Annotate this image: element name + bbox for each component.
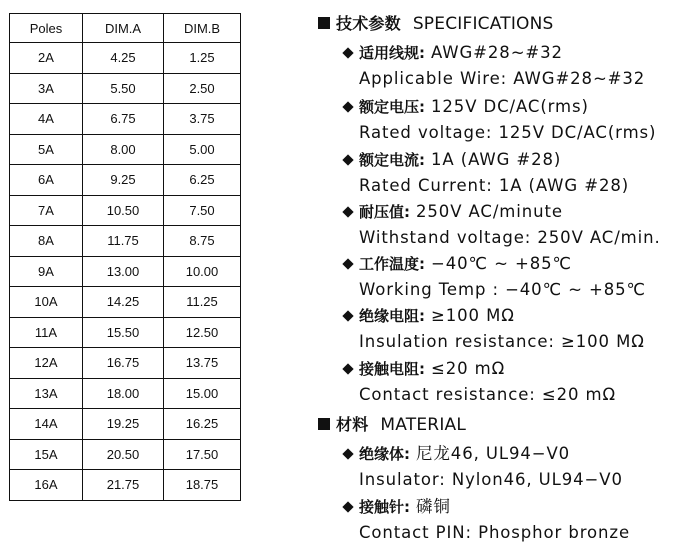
table-row: [10, 439, 241, 470]
material-value-zh: 尼龙46, UL94−V0: [416, 444, 571, 463]
poles-cell: 10A: [10, 287, 83, 318]
square-bullet-icon: [318, 418, 330, 430]
material-line-en: Insulator: Nylon46, UL94−V0: [359, 470, 623, 489]
spec-item: [342, 356, 616, 408]
material-heading: [318, 412, 466, 435]
dim-a-cell: 10.50: [83, 195, 164, 226]
spec-line-en: Rated Current: 1A (AWG #28): [359, 176, 630, 195]
table-row: [10, 73, 241, 104]
dim-b-cell: 1.25: [164, 43, 241, 74]
spec-label-zh: 绝缘电阻:: [359, 307, 425, 325]
dim-a-cell: 11.75: [83, 226, 164, 257]
spec-line-en: Rated voltage: 125V DC/AC(rms): [359, 123, 657, 142]
material-line-zh: [342, 441, 623, 467]
dim-a-cell: 15.50: [83, 317, 164, 348]
dimension-table: [9, 13, 241, 501]
diamond-bullet-icon: [342, 206, 353, 217]
dim-a-cell: 4.25: [83, 43, 164, 74]
dim-a-cell: 18.00: [83, 378, 164, 409]
spec-item: [342, 251, 646, 303]
dim-a-cell: 8.00: [83, 134, 164, 165]
dim-b-cell: 2.50: [164, 73, 241, 104]
dim-a-cell: 14.25: [83, 287, 164, 318]
table-row: [10, 195, 241, 226]
poles-cell: 5A: [10, 134, 83, 165]
spec-value-zh: 1A (AWG #28): [431, 150, 562, 169]
material-line-zh: [342, 494, 630, 520]
spec-line-zh: [342, 199, 661, 225]
spec-line-zh: [342, 40, 645, 66]
dim-b-cell: 7.50: [164, 195, 241, 226]
material-heading-zh: 材料: [336, 415, 369, 434]
table-row: [10, 317, 241, 348]
specifications-panel: [318, 0, 700, 550]
material-label-zh: 绝缘体:: [359, 445, 410, 463]
spec-item: [342, 40, 645, 92]
specifications-heading-zh: 技术参数: [336, 14, 401, 33]
poles-cell: 3A: [10, 73, 83, 104]
table-row: [10, 470, 241, 501]
dim-b-cell: 3.75: [164, 104, 241, 135]
poles-cell: 8A: [10, 226, 83, 257]
dim-a-cell: 16.75: [83, 348, 164, 379]
spec-value-zh: AWG#28~#32: [431, 43, 563, 62]
spec-item: [342, 94, 656, 146]
spec-label-zh: 接触电阻:: [359, 360, 425, 378]
dim-b-cell: 8.75: [164, 226, 241, 257]
spec-item: [342, 303, 645, 355]
dim-a-cell: 5.50: [83, 73, 164, 104]
spec-value-zh: 125V DC/AC(rms): [431, 97, 589, 116]
dim-a-cell: 9.25: [83, 165, 164, 196]
diamond-bullet-icon: [342, 448, 353, 459]
spec-line-en: Insulation resistance: ≥100 MΩ: [359, 332, 645, 351]
table-row: [10, 43, 241, 74]
dim-b-cell: 12.50: [164, 317, 241, 348]
material-label-zh: 接触针:: [359, 498, 410, 516]
poles-cell: 4A: [10, 104, 83, 135]
table-row: [10, 256, 241, 287]
spec-label-zh: 额定电压:: [359, 98, 425, 116]
spec-label-zh: 额定电流:: [359, 151, 425, 169]
spec-line-zh: [342, 356, 616, 382]
dim-a-cell: 6.75: [83, 104, 164, 135]
spec-label-zh: 耐压值:: [359, 203, 410, 221]
dim-b-cell: 13.75: [164, 348, 241, 379]
spec-line-en: Working Temp : −40℃ ~ +85℃: [359, 280, 646, 299]
diamond-bullet-icon: [342, 363, 353, 374]
material-value-zh: 磷铜: [416, 497, 451, 516]
spec-line-zh: [342, 251, 646, 277]
diamond-bullet-icon: [342, 258, 353, 269]
spec-value-zh: ≥100 MΩ: [431, 306, 515, 325]
table-body: [10, 43, 241, 501]
spec-line-en: Contact resistance: ≤20 mΩ: [359, 385, 617, 404]
material-item: [342, 441, 623, 493]
header-poles: Poles: [10, 14, 83, 43]
dim-a-cell: 20.50: [83, 439, 164, 470]
table-row: [10, 226, 241, 257]
poles-cell: 13A: [10, 378, 83, 409]
square-bullet-icon: [318, 17, 330, 29]
table-row: [10, 287, 241, 318]
dim-b-cell: 16.25: [164, 409, 241, 440]
dim-b-cell: 5.00: [164, 134, 241, 165]
poles-cell: 12A: [10, 348, 83, 379]
dim-a-cell: 13.00: [83, 256, 164, 287]
table-row: [10, 378, 241, 409]
diamond-bullet-icon: [342, 47, 353, 58]
spec-value-zh: −40℃ ~ +85℃: [431, 254, 572, 273]
specifications-heading: [318, 11, 554, 34]
spec-label-zh: 工作温度:: [359, 255, 425, 273]
table-row: [10, 165, 241, 196]
poles-cell: 9A: [10, 256, 83, 287]
table-header-row: [10, 14, 241, 43]
diamond-bullet-icon: [342, 154, 353, 165]
material-item: [342, 494, 630, 546]
table-row: [10, 134, 241, 165]
material-heading-en: MATERIAL: [380, 415, 467, 435]
spec-line-en: Applicable Wire: AWG#28~#32: [359, 69, 646, 88]
dim-b-cell: 6.25: [164, 165, 241, 196]
spec-item: [342, 147, 629, 199]
poles-cell: 11A: [10, 317, 83, 348]
spec-item: [342, 199, 661, 251]
dim-b-cell: 18.75: [164, 470, 241, 501]
poles-cell: 15A: [10, 439, 83, 470]
diamond-bullet-icon: [342, 101, 353, 112]
spec-line-zh: [342, 147, 629, 173]
table-row: [10, 104, 241, 135]
poles-cell: 6A: [10, 165, 83, 196]
table-row: [10, 348, 241, 379]
diamond-bullet-icon: [342, 310, 353, 321]
poles-cell: 16A: [10, 470, 83, 501]
diamond-bullet-icon: [342, 501, 353, 512]
spec-value-zh: ≤20 mΩ: [431, 359, 506, 378]
table-row: [10, 409, 241, 440]
poles-cell: 14A: [10, 409, 83, 440]
spec-line-en: Withstand voltage: 250V AC/min.: [359, 228, 661, 247]
header-dim-a: DIM.A: [83, 14, 164, 43]
dim-b-cell: 10.00: [164, 256, 241, 287]
poles-cell: 7A: [10, 195, 83, 226]
header-dim-b: DIM.B: [164, 14, 241, 43]
dim-b-cell: 15.00: [164, 378, 241, 409]
specifications-heading-en: SPECIFICATIONS: [412, 14, 554, 34]
dim-b-cell: 17.50: [164, 439, 241, 470]
spec-label-zh: 适用线规:: [359, 44, 425, 62]
spec-line-zh: [342, 303, 645, 329]
spec-line-zh: [342, 94, 656, 120]
material-line-en: Contact PIN: Phosphor bronze: [359, 523, 631, 542]
spec-value-zh: 250V AC/minute: [416, 202, 563, 221]
dim-a-cell: 19.25: [83, 409, 164, 440]
dim-a-cell: 21.75: [83, 470, 164, 501]
dim-b-cell: 11.25: [164, 287, 241, 318]
poles-cell: 2A: [10, 43, 83, 74]
